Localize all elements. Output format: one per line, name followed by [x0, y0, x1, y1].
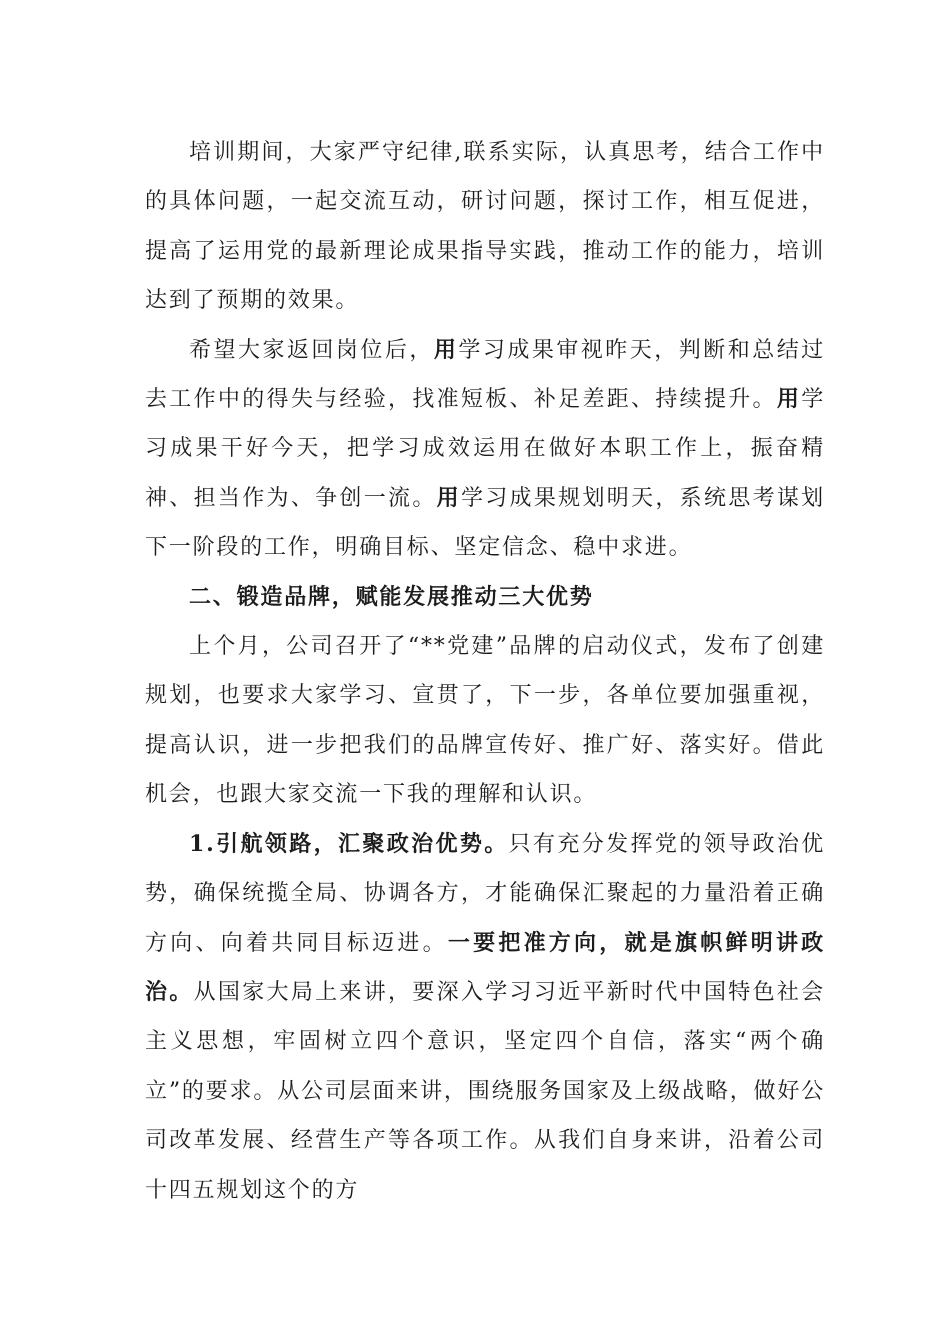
emphasis-use-3: 用 — [436, 484, 461, 511]
emphasis-use-1: 用 — [433, 336, 459, 363]
paragraph-point-1 — [145, 820, 825, 1215]
point-1-text: 只有充分发挥党的领导政治优势，确保统揽全局、协调各方，才能确保汇聚起的力量沿着正确方向、向着共同目标迈进。 — [145, 831, 825, 956]
paragraph-training-summary — [145, 128, 825, 326]
emphasis-use-2: 用 — [776, 386, 802, 413]
point-1-subtitle: 一要把准方向，就是旗帜鲜明讲政治。 — [145, 929, 825, 1005]
sentence-yesterday: 学习成果审视昨天，判断和总结过去工作中的得失与经验，找准短板、补足差距、持续提升。 — [145, 337, 825, 413]
sentence-tomorrow: 学习成果规划明天，系统思考谋划下一阶段的工作，明确目标、坚定信念、稳中求进。 — [145, 485, 825, 561]
sentence-today: 学习成果干好今天，把学习成效运用在做好本职工作上，振奋精神、担当作为、争创一流。 — [145, 387, 825, 511]
paragraph-return-to-post — [145, 326, 825, 573]
section-heading: 二、锻造品牌，赋能发展推动三大优势 — [189, 583, 594, 610]
paragraph-lead-text: 希望大家返回岗位后， — [189, 337, 434, 363]
paragraph-brand-launch — [145, 622, 825, 820]
point-1-title: 1.引航领路，汇聚政治优势。 — [189, 830, 509, 857]
paragraph-brand-launch-text: 上个月，公司召开了“**党建”品牌的启动仪式，发布了创建规划，也要求大家学习、宣贯了，下一步，各单位要加强重视，提高认识，进一步把我们的品牌宣传好、推广好、落实好。借此机会，也跟大家交流一下我的理解和认识。 — [145, 634, 825, 808]
document-body — [145, 128, 825, 1215]
point-1-detail: 从国家大局上来讲，要深入学习习近平新时代中国特色社会主义思想，牢固树立四个意识，坚定四个自信，落实“两个确立”的要求。从公司层面来讲，围绕服务国家及上级战略，做好公司改革发展、经营生产等各项工作。从我们自身来讲，沿着公司十四五规划这个的方 — [145, 979, 825, 1203]
paragraph-training-summary-text: 培训期间，大家严守纪律,联系实际，认真思考，结合工作中的具体问题，一起交流互动，研讨问题，探讨工作，相互促进，提高了运用党的最新理论成果指导实践，推动工作的能力，培训达到了预期的效果。 — [145, 140, 825, 314]
